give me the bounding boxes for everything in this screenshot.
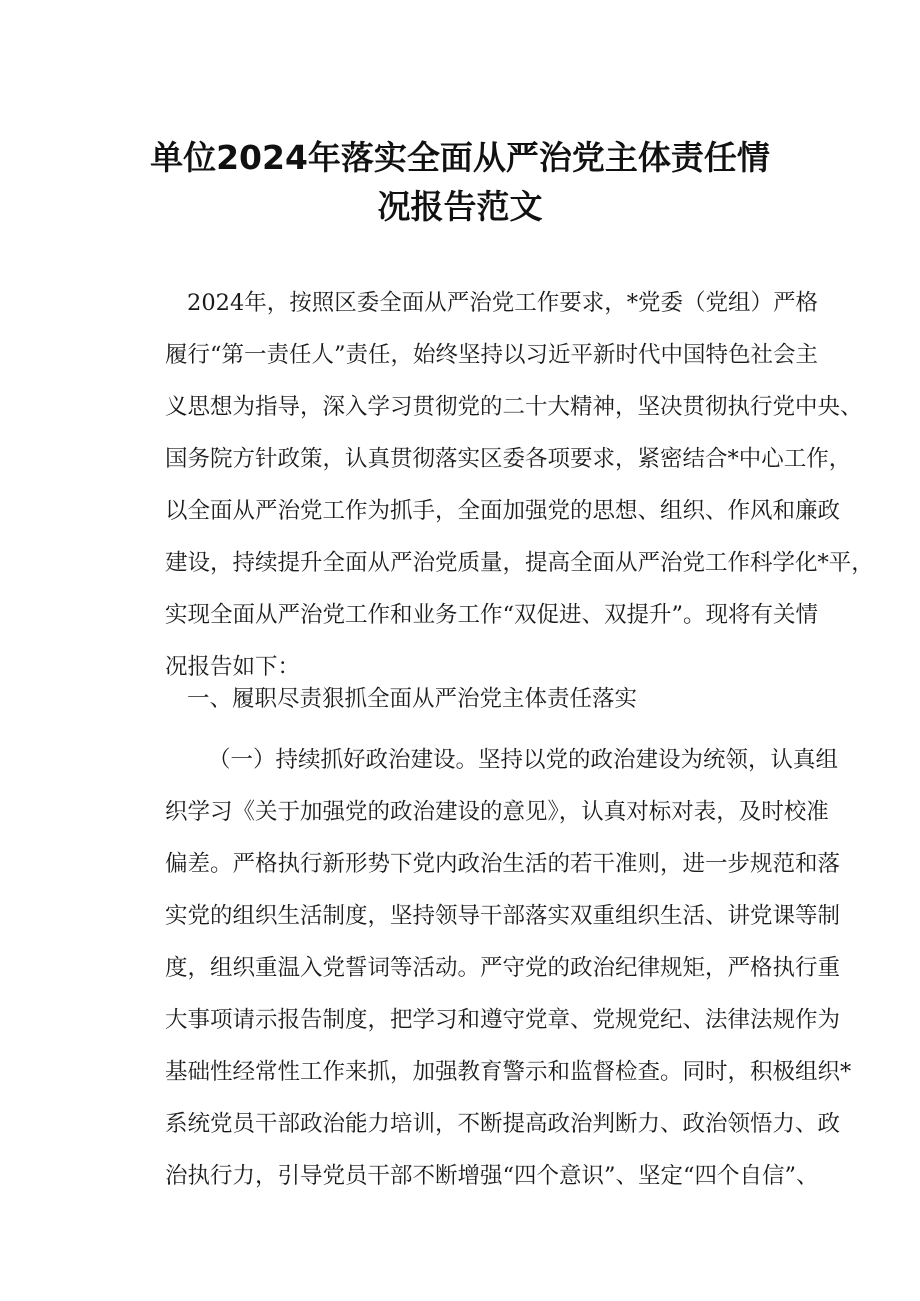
section-line-4: 实党的组织生活制度，坚持领导干部落实双重组织生活、讲党课等制: [165, 903, 841, 929]
intro-line-3: 义思想为指导，深入学习贯彻党的二十大精神，坚决贯彻执行党中央、: [165, 394, 863, 420]
intro-line-1: 2024年，按照区委全面从严治党工作要求，*党委（党组）严格: [187, 290, 819, 316]
intro-line-5: 以全面从严治党工作为抓手，全面加强党的思想、组织、作风和廉政: [165, 498, 841, 524]
section-line-2: 织学习《关于加强党的政治建设的意见》，认真对标对表，及时校准: [165, 799, 829, 825]
intro-line-4: 国务院方针政策，认真贯彻落实区委各项要求，紧密结合*中心工作，: [165, 446, 852, 472]
section-heading: 一、履职尽责狠抓全面从严治党主体责任落实: [187, 686, 638, 712]
section-line-9: 治执行力，引导党员干部不断增强“四个意识”、坚定“四个自信”、: [165, 1163, 819, 1189]
intro-line-7: 实现全面从严治党工作和业务工作“双促进、双提升”。现将有关情: [165, 602, 819, 628]
intro-line-8: 况报告如下：: [165, 654, 301, 680]
section-line-6: 大事项请示报告制度，把学习和遵守党章、党规党纪、法律法规作为: [165, 1007, 841, 1033]
section-line-8: 系统党员干部政治能力培训，不断提高政治判断力、政治领悟力、政: [165, 1111, 841, 1137]
section-line-7: 基础性经常性工作来抓，加强教育警示和监督检查。同时，积极组织*: [165, 1059, 852, 1085]
section-line-1: （一）持续抓好政治建设。坚持以党的政治建设为统领，认真组: [208, 747, 839, 773]
intro-line-6: 建设，持续提升全面从严治党质量，提高全面从严治党工作科学化*平，: [165, 550, 874, 576]
section-line-3: 偏差。严格执行新形势下党内政治生活的若干准则，进一步规范和落: [165, 851, 841, 877]
section-line-5: 度，组织重温入党誓词等活动。严守党的政治纪律规矩，严格执行重: [165, 955, 841, 981]
intro-line-2: 履行“第一责任人”责任，始终坚持以习近平新时代中国特色社会主: [165, 342, 819, 368]
document-title-line-1: 单位2024年落实全面从严治党主体责任情: [150, 138, 770, 177]
document-title-line-2: 况报告范文: [377, 187, 543, 226]
